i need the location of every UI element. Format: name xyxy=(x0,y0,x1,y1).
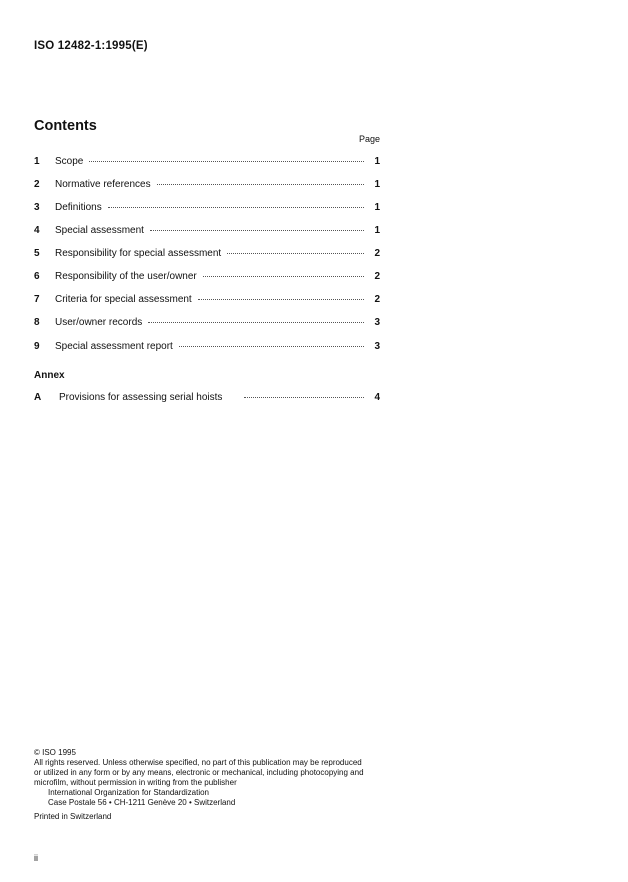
contents-title: Contents xyxy=(34,118,97,134)
toc-entry-number: 2 xyxy=(34,179,40,190)
document-id: ISO 12482-1:1995(E) xyxy=(34,40,148,52)
copyright-notice xyxy=(34,748,384,822)
rights-text: All rights reserved. Unless otherwise specified, no part of this publication may be reproduced xyxy=(34,758,362,767)
toc-entry[interactable] xyxy=(34,156,380,170)
page-folio: ii xyxy=(34,853,38,863)
organization-address: Case Postale 56 • CH-1211 Genève 20 • Switzerland xyxy=(48,798,236,807)
toc-entry-title: Scope xyxy=(55,156,84,167)
toc-entry-number: A xyxy=(34,392,42,403)
toc-entry-title: Provisions for assessing serial hoists xyxy=(59,392,223,403)
page-column-label: Page xyxy=(359,134,381,144)
toc-entry-number: 8 xyxy=(34,317,40,328)
leader-dots xyxy=(108,206,364,208)
toc-entry-title: Special assessment report xyxy=(55,341,173,352)
leader-dots xyxy=(203,275,364,277)
toc-entry-title: Criteria for special assessment xyxy=(55,294,192,305)
leader-dots xyxy=(150,229,364,231)
toc-entry-number: 5 xyxy=(34,248,40,259)
leader-dots xyxy=(179,345,364,347)
toc-entry-page: 1 xyxy=(374,156,380,167)
toc-entry-page: 4 xyxy=(374,392,380,403)
toc-entry[interactable] xyxy=(34,225,380,239)
toc-entry-number: 6 xyxy=(34,271,40,282)
toc-entry-page: 2 xyxy=(374,248,380,259)
toc-entry-title: Responsibility for special assessment xyxy=(55,248,222,259)
toc-entry-title: Definitions xyxy=(55,202,102,213)
leader-dots xyxy=(198,298,364,300)
leader-dots xyxy=(89,160,364,162)
toc-entry-number: 3 xyxy=(34,202,40,213)
printed-location: Printed in Switzerland xyxy=(34,812,112,821)
toc-entry-page: 1 xyxy=(374,179,380,190)
toc-entry-title: Responsibility of the user/owner xyxy=(55,271,197,282)
toc-entry-title: Special assessment xyxy=(55,225,144,236)
toc-entry-number: 4 xyxy=(34,225,40,236)
toc-entry[interactable] xyxy=(34,202,380,216)
toc-entry[interactable] xyxy=(34,248,380,262)
leader-dots xyxy=(244,396,364,398)
toc-entry-page: 3 xyxy=(374,317,380,328)
leader-dots xyxy=(148,321,364,323)
toc-entry-page: 2 xyxy=(374,271,380,282)
toc-entry[interactable] xyxy=(34,271,380,285)
copyright-line: © ISO 1995 xyxy=(34,748,76,757)
rights-text: microfilm, without permission in writing from the publisher xyxy=(34,778,237,787)
toc-entry-number: 7 xyxy=(34,294,40,305)
organization-name: International Organization for Standardization xyxy=(48,788,209,797)
toc-entry-title: Normative references xyxy=(55,179,151,190)
toc-entry-page: 2 xyxy=(374,294,380,305)
toc-entry[interactable] xyxy=(34,179,380,193)
leader-dots xyxy=(227,252,364,254)
toc-entry[interactable] xyxy=(34,341,380,355)
toc-entry-number: 1 xyxy=(34,156,40,167)
toc-entry-page: 1 xyxy=(374,225,380,236)
toc-entry-number: 9 xyxy=(34,341,40,352)
toc-entry-page: 3 xyxy=(374,341,380,352)
leader-dots xyxy=(157,183,364,185)
toc-entry-title: User/owner records xyxy=(55,317,143,328)
toc-entry[interactable] xyxy=(34,317,380,331)
rights-text: or utilized in any form or by any means, electronic or mechanical, including photocopying and xyxy=(34,768,364,777)
toc-annex-entry[interactable] xyxy=(34,392,380,406)
toc-entry[interactable] xyxy=(34,294,380,308)
annex-heading: Annex xyxy=(34,370,65,381)
toc-entry-page: 1 xyxy=(374,202,380,213)
